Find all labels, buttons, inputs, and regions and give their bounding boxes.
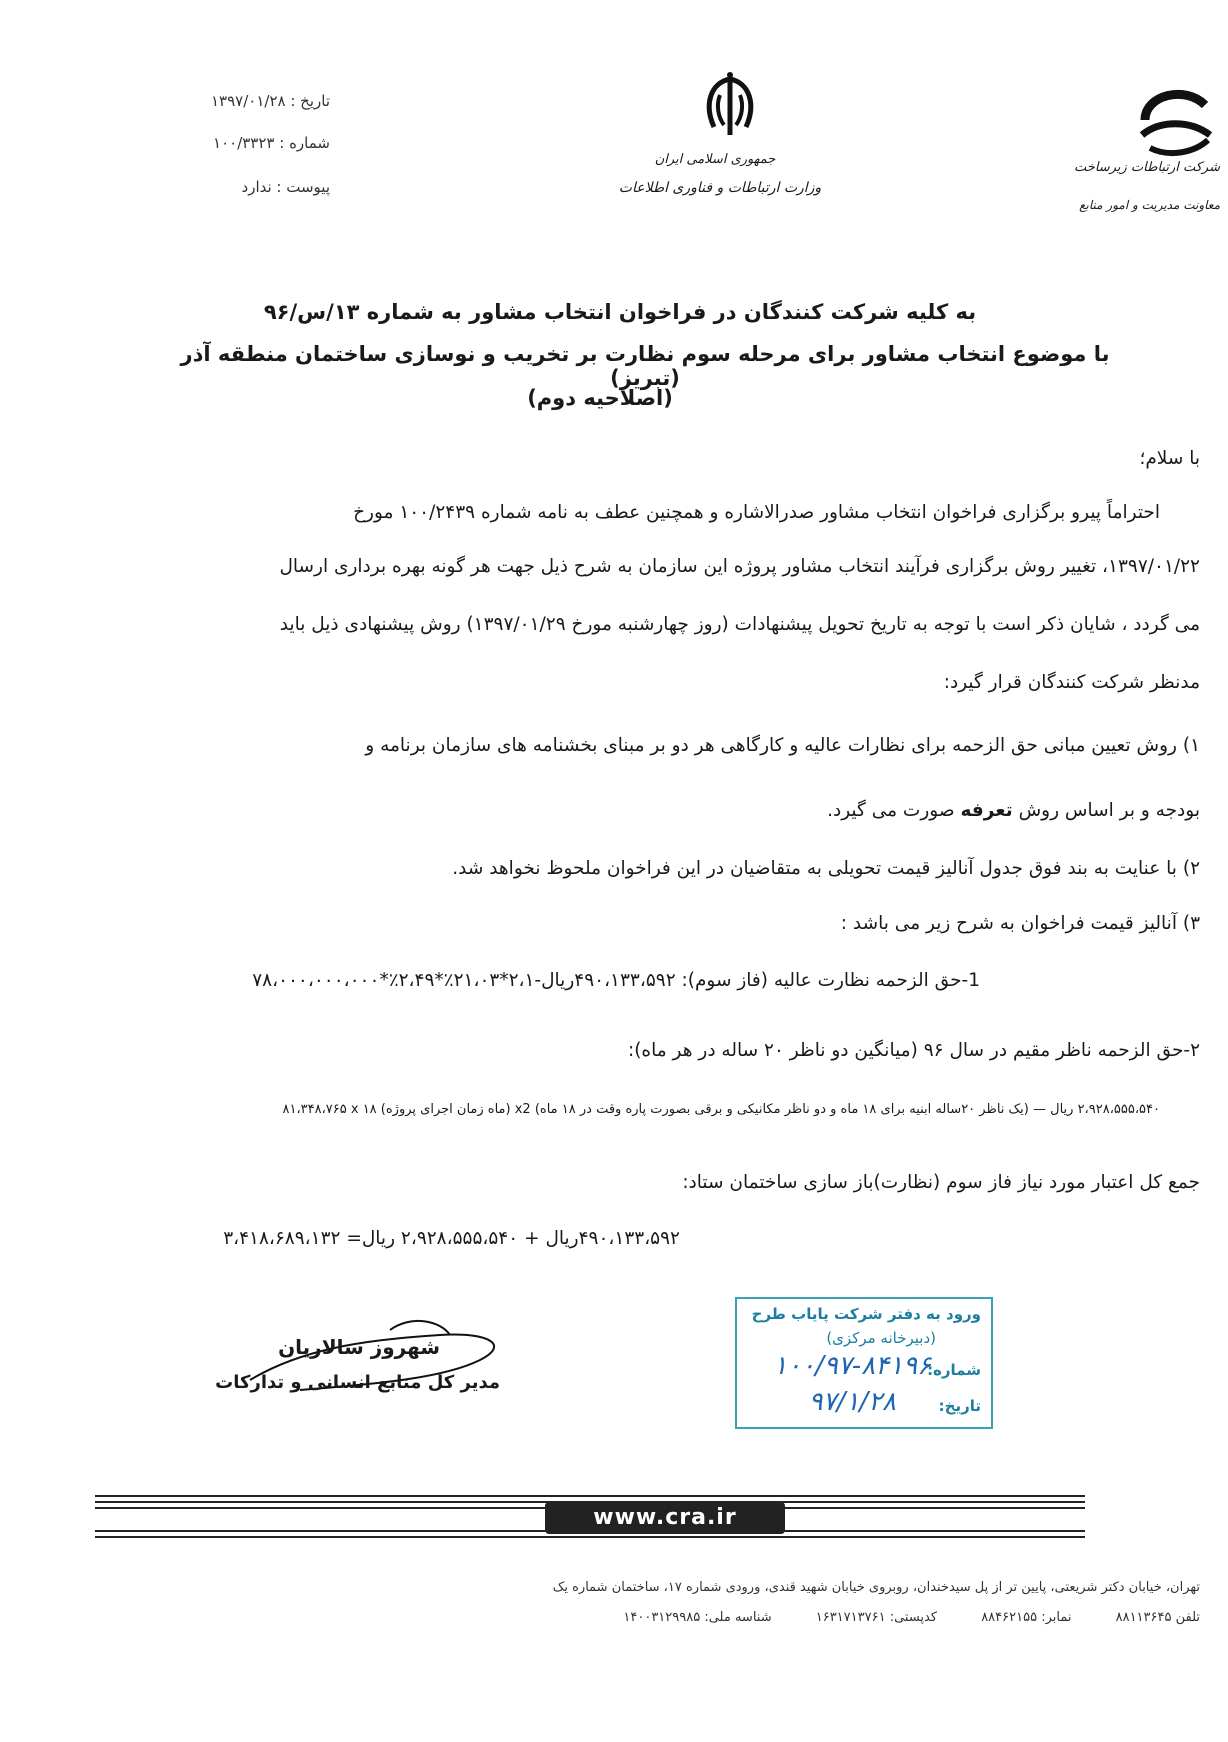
list-item-1-cont bbox=[500, 800, 1200, 822]
list-item-1-bold: تعرفه bbox=[960, 800, 1013, 821]
list-item-3: ۳) آنالیز قیمت فراخوان به شرح زیر می باشد : bbox=[840, 913, 1200, 934]
title-line-3: (اصلاحیه دوم) bbox=[527, 386, 673, 410]
date-field: تاریخ : ۱۳۹۷/۰۱/۲۸ bbox=[211, 92, 330, 110]
stamp-number-value: ۱۰۰/۹۷-۸۴۱۹۶ bbox=[773, 1351, 931, 1381]
stamp-line-1: ورود به دفتر شرکت پایاب طرح bbox=[751, 1305, 981, 1323]
stamp-line-2: (دبیرخانه مرکزی) bbox=[826, 1329, 936, 1347]
emblem-caption-country: جمهوری اسلامی ایران bbox=[654, 152, 776, 167]
paragraph-line: می گردد ، شایان ذکر است با توجه به تاریخ تحویل پیشنهادات (روز چهارشنبه مورخ ۱۳۹۷/۰۱/۲۹) روش پیشنهادی ذیل باید bbox=[279, 614, 1200, 635]
org-caption-1: شرکت ارتباطات زیرساخت bbox=[1074, 160, 1220, 175]
greeting: با سلام؛ bbox=[1139, 448, 1200, 469]
org-logo bbox=[1130, 80, 1220, 160]
title-line-2: با موضوع انتخاب مشاور برای مرحله سوم نظارت بر تخریب و نوسازی ساختمان منطقه آذر (تبریز) bbox=[180, 342, 1110, 390]
title-line-1: به کلیه شرکت کنندگان در فراخوان انتخاب مشاور به شماره ۱۳/س/۹۶ bbox=[263, 300, 977, 324]
attachment-field: پیوست : ندارد bbox=[241, 178, 330, 196]
footer-phone: تلفن ۸۸۱۱۳۶۴۵ bbox=[1115, 1610, 1200, 1625]
emblem-caption-ministry: وزارت ارتباطات و فناوری اطلاعات bbox=[618, 180, 822, 196]
signatory-role: مدیر کل منابع انسانی و تدارکات bbox=[215, 1372, 500, 1393]
stamp-number-label: شماره: bbox=[927, 1361, 981, 1379]
list-item-2: ۲) با عنایت به بند فوق جدول آنالیز قیمت تحویلی به متقاضیان در این فراخوان ملحوظ نخواهد شد. bbox=[452, 858, 1200, 879]
letter-number-field: شماره : ۱۰۰/۳۳۲۳ bbox=[213, 134, 330, 152]
footer-address: تهران، خیابان دکتر شریعتی، پایین تر از پل سیدخندان، روبروی خیابان شهید قندی، ورودی شماره ۱۷، ساختمان شماره یک bbox=[552, 1580, 1200, 1595]
footer-postal: کدپستی: ۱۶۳۱۷۱۳۷۶۱ bbox=[815, 1610, 938, 1625]
iran-emblem bbox=[690, 65, 770, 145]
receipt-stamp bbox=[735, 1297, 993, 1429]
stamp-date-label: تاریخ: bbox=[938, 1397, 981, 1415]
list-item-1-text-b: صورت می گیرد. bbox=[827, 800, 955, 821]
paragraph-line: مدنظر شرکت کنندگان قرار گیرد: bbox=[943, 672, 1200, 693]
footer-national-id: شناسه ملی: ۱۴۰۰۳۱۲۹۹۸۵ bbox=[623, 1610, 772, 1625]
stamp-date-value: ۹۷/۱/۲۸ bbox=[808, 1387, 896, 1417]
signatory-name: شهروز سالاریان bbox=[278, 1335, 440, 1359]
paragraph-line: احتراماً پیرو برگزاری فراخوان انتخاب مشاور صدرالاشاره و همچنین عطف به نامه شماره ۱۰۰/۲۴۳۹ مورخ bbox=[353, 502, 1160, 523]
org-logo-icon bbox=[1130, 80, 1220, 160]
emblem-icon bbox=[690, 65, 770, 145]
calc-line-2: ۲-حق الزحمه ناظر مقیم در سال ۹۶ (میانگین دو ناظر ۲۰ ساله در هر ماه): bbox=[627, 1040, 1200, 1061]
footer-contact-row bbox=[250, 1610, 1200, 1625]
calc-line-1: 1-حق الزحمه نظارت عالیه (فاز سوم): ۴۹۰،۱۳۳،۵۹۲ریال-۲،۱*۲۱،۰۳٪*۲،۴۹٪*۷۸،۰۰۰،۰۰۰،۰۰۰ bbox=[252, 970, 980, 991]
total-value: ۴۹۰،۱۳۳،۵۹۲ریال + ۲،۹۲۸،۵۵۵،۵۴۰ ریال= ۳،۴۱۸،۶۸۹،۱۳۲ bbox=[223, 1228, 680, 1249]
footer-fax: نمابر: ۸۸۴۶۲۱۵۵ bbox=[981, 1610, 1072, 1625]
org-caption-2: معاونت مدیریت و امور منابع bbox=[1079, 198, 1220, 212]
calc-line-2-detail: ۸۱،۳۴۸،۷۶۵ x ۱۸ (ماه زمان اجرای پروژه) x2 (یک ناظر ۲۰ساله ابنیه برای ۱۸ ماه و دو ناظر مکانیکی و برقی بصورت پاره وقت در ۱۸ ماه) — ۲،۹۲۸،۵۵۵،۵۴۰ ریال bbox=[282, 1102, 1160, 1117]
website-link[interactable]: www.cra.ir bbox=[545, 1502, 785, 1534]
paragraph-line: ۱۳۹۷/۰۱/۲۲، تغییر روش برگزاری فرآیند انتخاب مشاور پروژه این سازمان به شرح ذیل جهت هر گونه بهره برداری ارسال bbox=[279, 556, 1200, 577]
total-label: جمع کل اعتبار مورد نیاز فاز سوم (نظارت)باز سازی ساختمان ستاد: bbox=[682, 1172, 1200, 1193]
list-item-1: ۱) روش تعیین مبانی حق الزحمه برای نظارات عالیه و کارگاهی هر دو بر مبنای بخشنامه های سازمان برنامه و bbox=[365, 735, 1200, 756]
list-item-1-text-a: بودجه و بر اساس روش bbox=[1018, 800, 1200, 821]
